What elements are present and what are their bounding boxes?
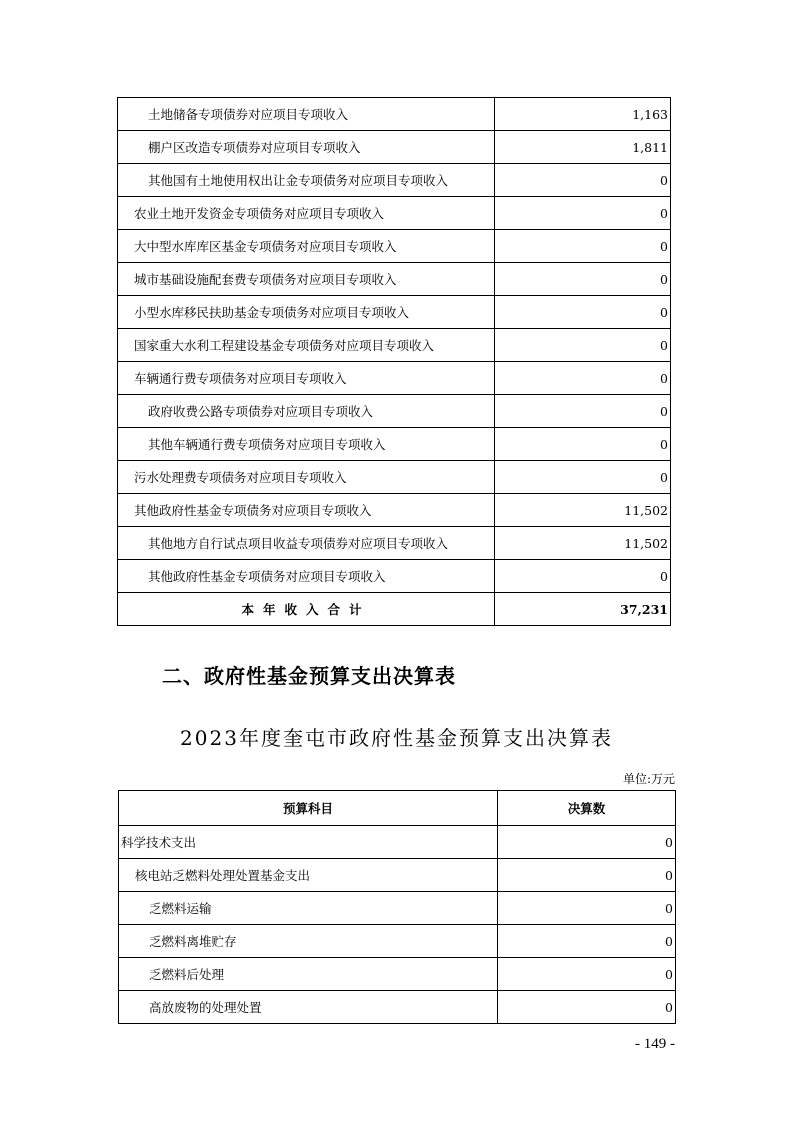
row-name: 大中型水库库区基金专项债务对应项目专项收入 [118,230,495,263]
row-name: 高放废物的处理处置 [119,991,498,1024]
row-name: 其他地方自行试点项目收益专项债券对应项目专项收入 [118,527,495,560]
table-row [119,826,676,859]
row-value: 11,502 [495,494,671,527]
table-row [118,296,671,329]
row-name: 其他政府性基金专项债务对应项目专项收入 [118,560,495,593]
unit-label: 单位:万元 [622,772,675,786]
row-name: 乏燃料运输 [119,892,498,925]
row-value: 0 [495,329,671,362]
row-name: 小型水库移民扶助基金专项债务对应项目专项收入 [118,296,495,329]
header-amount: 决算数 [498,791,676,826]
row-value: 0 [495,395,671,428]
row-name: 农业土地开发资金专项债务对应项目专项收入 [118,197,495,230]
row-name: 城市基础设施配套费专项债务对应项目专项收入 [118,263,495,296]
table-row [118,197,671,230]
table-row [118,395,671,428]
table-row [118,329,671,362]
total-row [118,593,671,626]
row-value: 0 [495,263,671,296]
row-name: 核电站乏燃料处理处置基金支出 [119,859,498,892]
row-value: 1,163 [495,98,671,131]
row-name: 乏燃料离堆贮存 [119,925,498,958]
row-value: 0 [495,362,671,395]
expenditure-table [118,790,676,1024]
table-row [119,925,676,958]
expenditure-table-body [119,826,676,1024]
total-value: 37,231 [495,593,671,626]
row-value: 0 [495,428,671,461]
row-name: 棚户区改造专项债券对应项目专项收入 [118,131,495,164]
table-row [119,991,676,1024]
table-row [118,560,671,593]
table-title: 2023年度奎屯市政府性基金预算支出决算表 [180,726,613,750]
row-value: 0 [498,826,676,859]
row-value: 0 [498,859,676,892]
row-name: 科学技术支出 [119,826,498,859]
table-row [119,859,676,892]
row-value: 0 [498,892,676,925]
row-value: 0 [495,164,671,197]
income-table-body [118,98,671,626]
table-row [118,263,671,296]
table-row [118,461,671,494]
row-name: 车辆通行费专项债务对应项目专项收入 [118,362,495,395]
row-value: 0 [495,296,671,329]
page-number: - 149 - [635,1036,675,1052]
total-label: 本年收入合计 [118,593,495,626]
row-name: 污水处理费专项债务对应项目专项收入 [118,461,495,494]
table-row [119,958,676,991]
row-value: 0 [495,230,671,263]
table-row [118,494,671,527]
row-value: 0 [495,560,671,593]
row-value: 0 [495,197,671,230]
table-row [118,131,671,164]
row-value: 11,502 [495,527,671,560]
row-name: 国家重大水利工程建设基金专项债务对应项目专项收入 [118,329,495,362]
header-item: 预算科目 [119,791,498,826]
row-value: 0 [498,991,676,1024]
row-name: 乏燃料后处理 [119,958,498,991]
row-name: 土地储备专项债券对应项目专项收入 [118,98,495,131]
table-row [118,527,671,560]
row-value: 0 [495,461,671,494]
table-header-row [119,791,676,826]
table-row [118,428,671,461]
table-row [118,98,671,131]
table-row [118,362,671,395]
table-row [119,892,676,925]
row-value: 0 [498,958,676,991]
section-heading: 二、政府性基金预算支出决算表 [162,664,456,688]
income-table [117,97,671,626]
row-name: 其他国有土地使用权出让金专项债务对应项目专项收入 [118,164,495,197]
row-value: 1,811 [495,131,671,164]
table-row [118,230,671,263]
table-row [118,164,671,197]
row-name: 其他车辆通行费专项债务对应项目专项收入 [118,428,495,461]
row-name: 政府收费公路专项债券对应项目专项收入 [118,395,495,428]
row-value: 0 [498,925,676,958]
row-name: 其他政府性基金专项债务对应项目专项收入 [118,494,495,527]
